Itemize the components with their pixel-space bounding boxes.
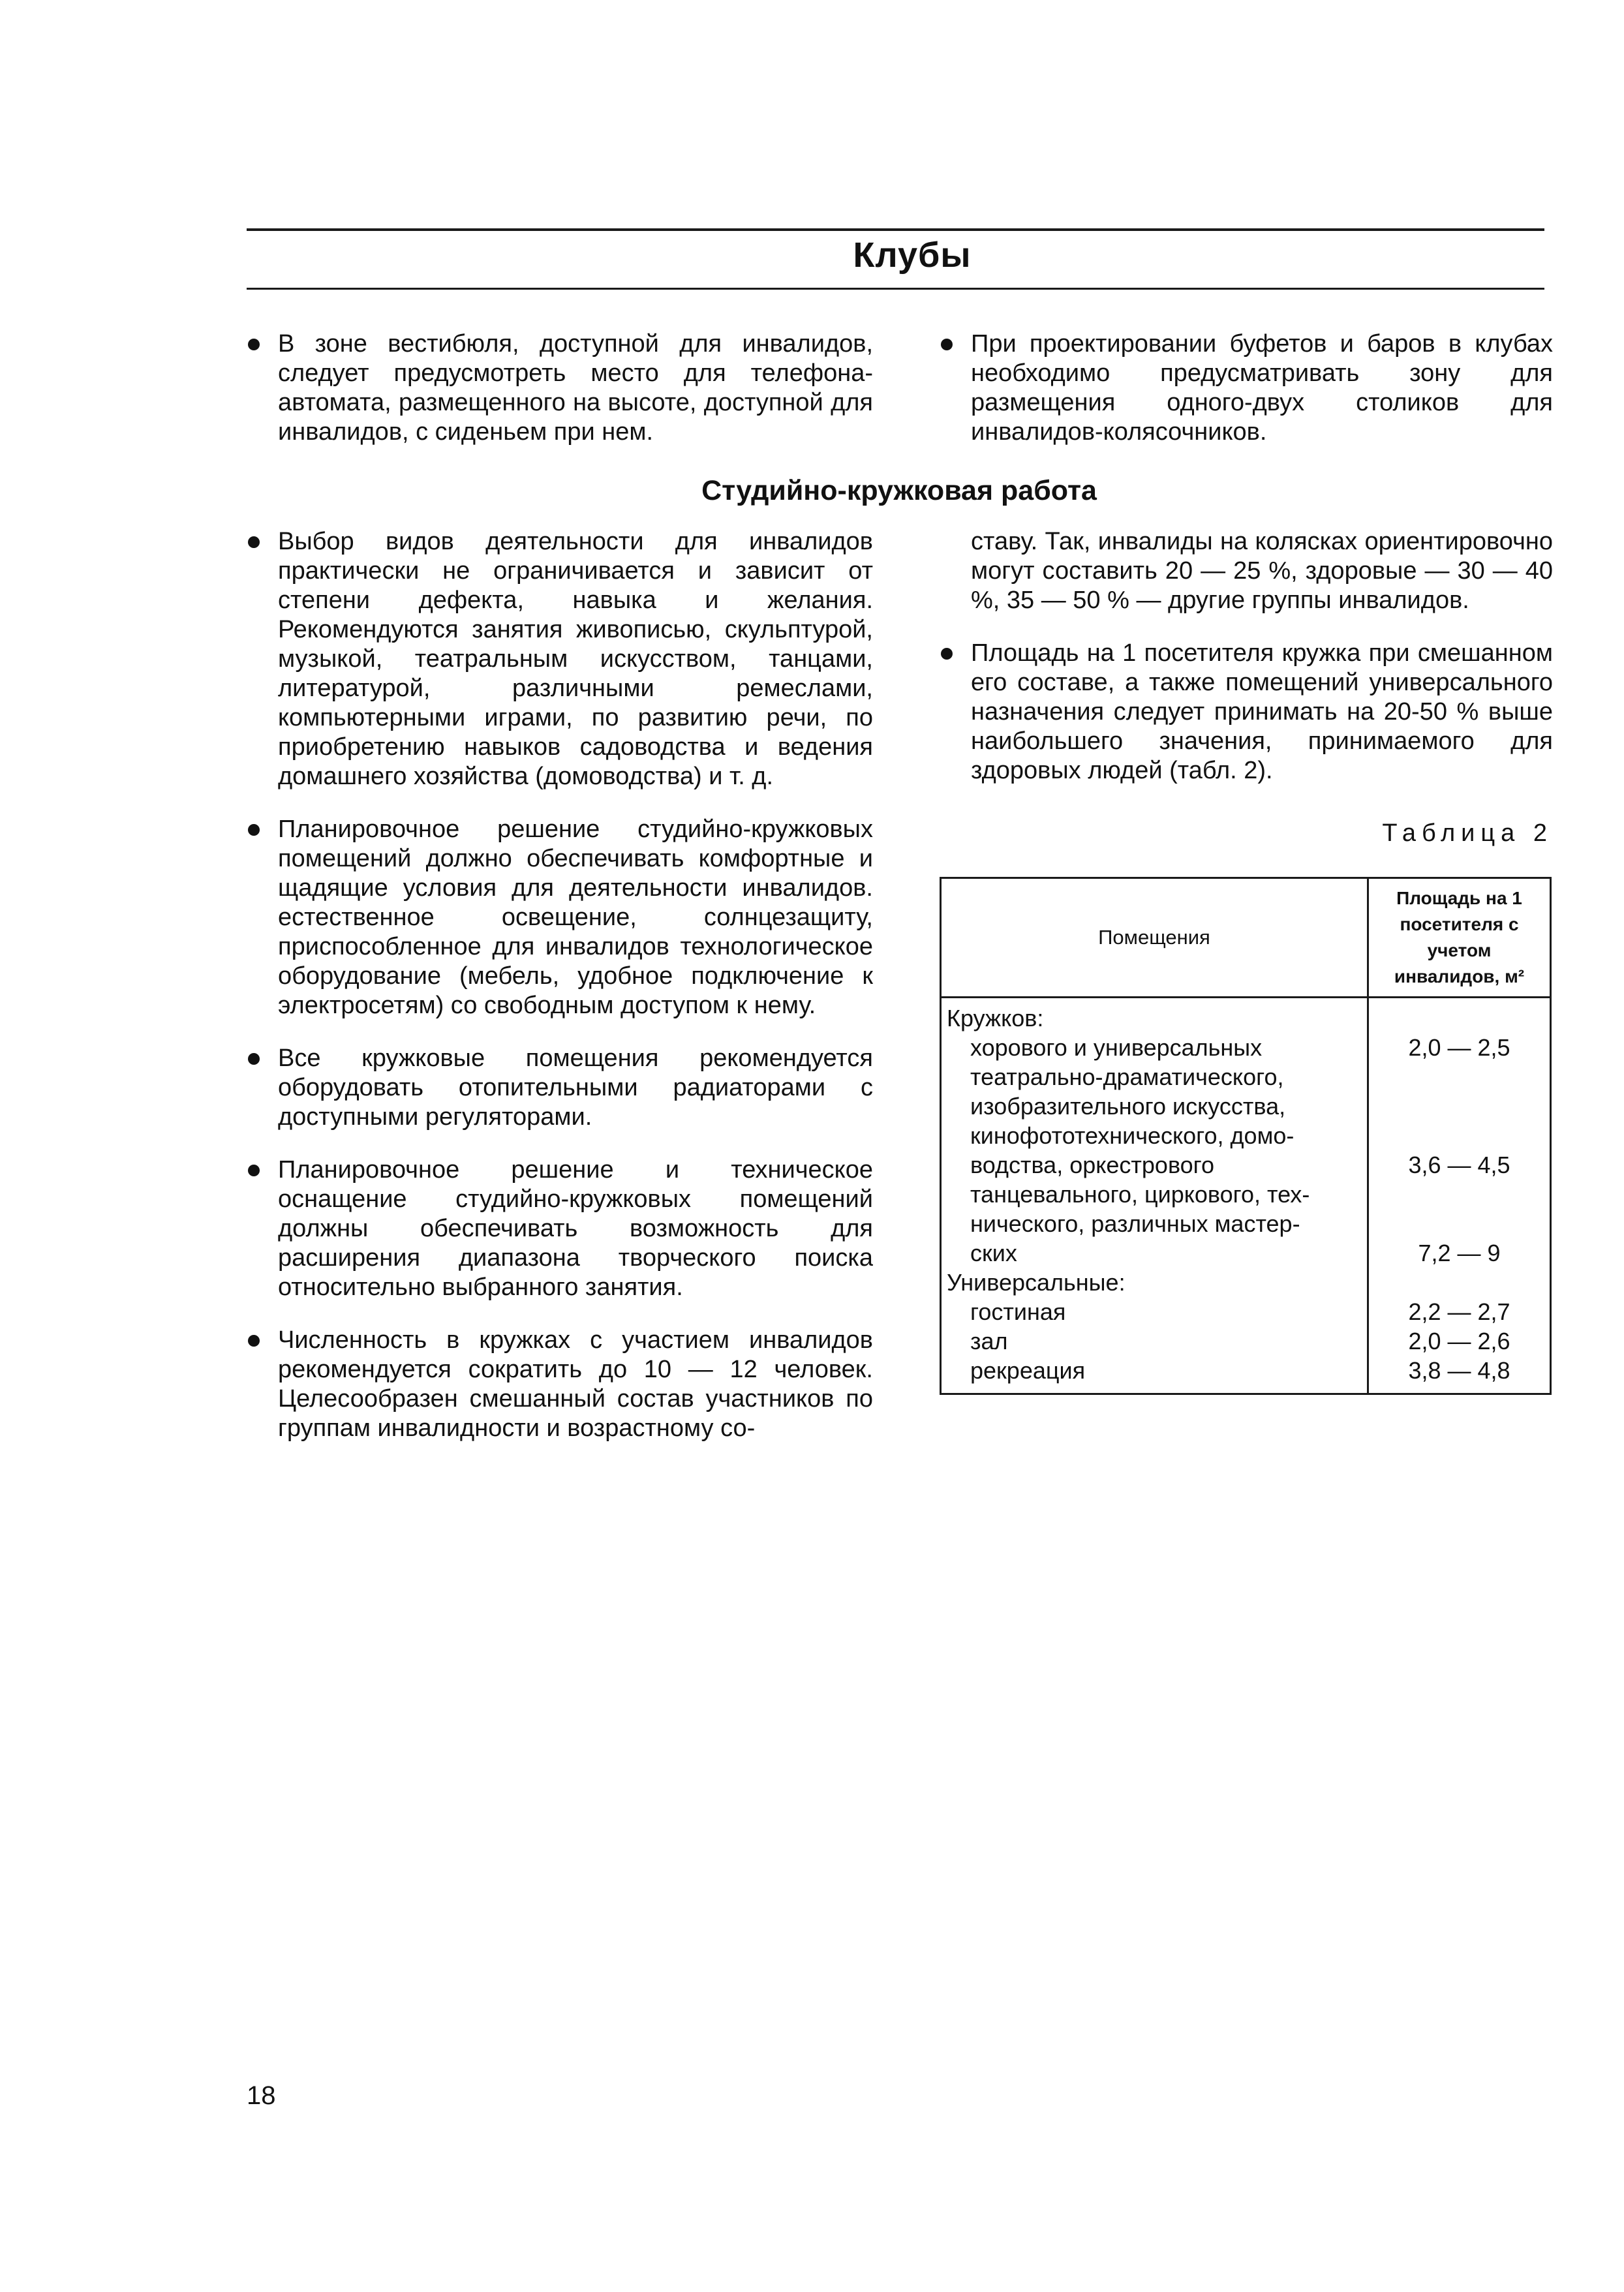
table-value: 2,2 — 2,7 [1408, 1298, 1510, 1325]
table-room-group: Универсальные: [947, 1269, 1126, 1296]
header-rule-top [247, 228, 1544, 231]
table-room: водства, оркестрового [970, 1152, 1215, 1178]
left-bullet-1: Выбор видов деятельности для инвалидов практически не ограничивается и зависит от степени дефекта, навыка и желания. Рекомендуются занятия живописью, скульптурой, музыкой, театральным искусством, танцами, литературой, различными ремеслами, компьютерными играми, по развитию речи, по приобретению навыков садоводства и ведения домашнего хозяйства (домоводства) и т. д. [247, 527, 873, 791]
table-room-group: Кружков: [947, 1005, 1044, 1031]
intro-left-bullet: В зоне вестибюля, доступной для инвалидов, следует предусмотреть место для телефона-автомата, размещенного на высоте, доступной для инвалидов, с сиденьем при нем. [247, 329, 873, 447]
table-values-cell [1368, 998, 1551, 1394]
right-column [940, 527, 1553, 809]
table-room: нического, различных мастер- [970, 1210, 1300, 1237]
table-header-rooms: Помещения [941, 878, 1368, 998]
left-column [247, 527, 873, 1467]
page-number: 18 [247, 2081, 276, 2110]
table-room: зал [970, 1328, 1008, 1354]
table-value [1371, 1180, 1547, 1209]
table-value: 3,6 — 4,5 [1408, 1152, 1510, 1178]
chapter-title: Клубы [853, 236, 972, 275]
intro-left-column [247, 329, 873, 470]
left-bullet-5: Численность в кружках с участием инвалидов рекомендуется сократить до 10 — 12 человек. Целесообразен смешанный состав участников по группам инвалидности и возрастному со- [247, 1326, 873, 1443]
intro-right-bullet: При проектировании буфетов и баров в клубах необходимо предусматривать зону для размещения одного-двух столиков для инвалидов-колясочников. [940, 329, 1553, 447]
intro-right-column [940, 329, 1553, 470]
table-room: танцевального, циркового, тех- [970, 1181, 1310, 1208]
area-table [940, 877, 1552, 1395]
table-header-area: Площадь на 1 посетителя с учетом инвалидов, м² [1368, 878, 1551, 998]
table-value: 3,8 — 4,8 [1408, 1357, 1510, 1384]
table-rooms-cell [941, 998, 1368, 1394]
table-value [1371, 1003, 1547, 1033]
table-value: 2,0 — 2,5 [1408, 1034, 1510, 1061]
table-value [1371, 1092, 1547, 1121]
table-room: рекреация [970, 1357, 1086, 1384]
table-room: ских [970, 1240, 1017, 1266]
left-bullet-3: Все кружковые помещения рекомендуется оборудовать отопительными радиаторами с доступными регуляторами. [247, 1044, 873, 1132]
table-row [941, 998, 1551, 1394]
table-room: театрально-драматического, [970, 1063, 1284, 1090]
header-rule-bottom [247, 288, 1544, 290]
table-label: Таблица 2 [1382, 819, 1553, 847]
table-value: 2,0 — 2,6 [1408, 1328, 1510, 1354]
right-bullet: Площадь на 1 посетителя кружка при смешанном его составе, а также помещений универсального назначения следует принимать на 20-50 % выше наибольшего значения, принимаемого для здоровых людей (табл. 2). [940, 639, 1553, 786]
table-value [1371, 1268, 1547, 1297]
table-value [1371, 1121, 1547, 1150]
table-room: изобразительного искусства, [970, 1093, 1286, 1120]
left-bullet-4: Планировочное решение и техническое оснащение студийно-кружковых помещений должны обеспечивать возможность для расширения диапазона творческого поиска относительно выбранного занятия. [247, 1155, 873, 1302]
section-title: Студийно-кружковая работа [701, 475, 1097, 506]
table-value [1371, 1209, 1547, 1238]
table-value: 7,2 — 9 [1418, 1240, 1501, 1266]
table-room: кинофототехнического, домо- [970, 1122, 1295, 1149]
table-room: хорового и универсальных [970, 1034, 1263, 1061]
table-header-row [941, 878, 1551, 998]
table-value [1371, 1062, 1547, 1092]
right-continuation-paragraph: ставу. Так, инвалиды на колясках ориентировочно могут составить 20 — 25 %, здоровые — 30 — 40 %, 35 — 50 % — другие группы инвалидов. [971, 528, 1553, 614]
table-room: гостиная [970, 1298, 1066, 1325]
left-bullet-2: Планировочное решение студийно-кружковых помещений должно обеспечивать комфортные и щадящие условия для деятельности инвалидов. естественное освещение, солнцезащиту, приспособленное для инвалидов технологическое оборудование (мебель, удобное подключение к электросетям) со свободным доступом к нему. [247, 815, 873, 1020]
